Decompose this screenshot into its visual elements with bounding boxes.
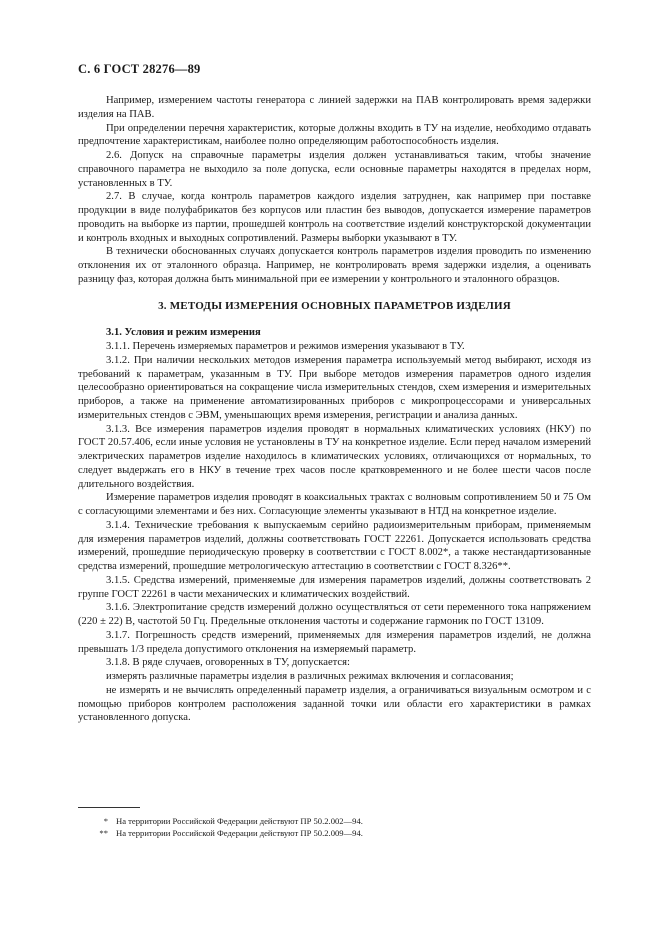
paragraph: 3.1.5. Средства измерений, применяемые для измерения параметров изделий, должны соответствовать 2 группе ГОСТ 22261 в части механических и климатических воздействий. bbox=[78, 574, 591, 600]
paragraph: измерять различные параметры изделия в различных режимах включения и согласования; bbox=[106, 671, 514, 682]
footnote-text: На территории Российской Федерации действуют ПР 50.2.002—94. bbox=[116, 816, 363, 826]
subsection-title: 3.1. Условия и режим измерения bbox=[106, 327, 261, 339]
footnotes bbox=[78, 815, 591, 839]
paragraph: 3.1.3. Все измерения параметров изделия проводят в нормальных климатических условиях (НКУ) по ГОСТ 20.57.406, если иные условия не установлены в ТУ на конкретное изделие. Если перед началом измерений электрических параметров изделие находилось в климатических условиях, отличающихся от нормальных, то следует выдержать его в НКУ в течение трех часов после кратковременного и не более шести часов после длительного воздействия. bbox=[78, 423, 591, 490]
paragraph: В технически обоснованных случаях допускается контроль параметров изделия проводить по изменению отклонения их от эталонного образца. Например, не контролировать время задержки изделия, а оценивать разницу фаз, которая должна быть минимальной при ее измерении у контрольного и эталонного образцов. bbox=[78, 246, 591, 285]
paragraph: При определении перечня характеристик, которые должны входить в ТУ на изделие, необходимо отдавать предпочтение характеристикам, наиболее полно определяющим работоспособность изделия. bbox=[78, 122, 591, 148]
footnote bbox=[78, 815, 591, 827]
section-title: 3. МЕТОДЫ ИЗМЕРЕНИЯ ОСНОВНЫХ ПАРАМЕТРОВ ИЗДЕЛИЯ bbox=[158, 299, 511, 312]
paragraph: Например, измерением частоты генератора с линией задержки на ПАВ контролировать время задержки изделия на ПАВ. bbox=[78, 95, 591, 120]
paragraph: 3.1.1. Перечень измеряемых параметров и режимов измерения указывают в ТУ. bbox=[106, 341, 465, 352]
footnote-divider bbox=[78, 807, 140, 808]
paragraph: 3.1.7. Погрешность средств измерений, применяемых для измерения параметров изделий, не должна превышать 1/3 предела допустимого отклонения на измеряемый параметр. bbox=[78, 629, 591, 655]
paragraph: 3.1.8. В ряде случаев, оговоренных в ТУ, допускается: bbox=[106, 657, 350, 669]
footnote bbox=[78, 827, 591, 839]
paragraph: 3.1.4. Технические требования к выпускаемым серийно радиоизмерительным приборам, применяемым для измерения параметров изделий, должны соответствовать ГОСТ 22261. Допускается использовать средства измерений, прошедшие периодическую проверку в соответствии с ГОСТ 8.002*, а также нестандартизованные средства измерений, прошедшие метрологическую аттестацию в соответствии с ГОСТ 8.326**. bbox=[78, 519, 591, 572]
page-header: С. 6 ГОСТ 28276—89 bbox=[78, 62, 201, 76]
paragraph: 3.1.2. При наличии нескольких методов измерения параметра используемый метод выбирают, исходя из требований к параметрам, указанным в ТУ. При выборе методов измерения параметров одного изделия целесообразно ориентироваться на сокращение числа измерительных стендов, схем измерения и измерительных приборов, а также на применение автоматизированных приборов с микропроцессорами и универсальных измерительных стендов с ЭВМ, уменьшающих время измерения, регистрации и анализа данных. bbox=[78, 354, 591, 421]
footnote-text: На территории Российской Федерации действуют ПР 50.2.009—94. bbox=[116, 828, 363, 838]
paragraph: 2.7. В случае, когда контроль параметров каждого изделия затруднен, как например при поставке продукции в виде полуфабрикатов без корпусов или пластин без выводов, допускается измерение параметров проводить на выборке из партии, прошедшей контроль на соответствие изделий конструкторской документации и контроль входных и выходных сопротивлений. Размеры выборки указывают в ТУ. bbox=[78, 191, 591, 244]
paragraph: 3.1.6. Электропитание средств измерений должно осуществляться от сети переменного тока напряжением (220 ± 22) В, частотой 50 Гц. Предельные отклонения частоты и содержание гармоник по ГОСТ 13109. bbox=[78, 602, 591, 627]
page-body bbox=[78, 94, 591, 725]
footnote-mark: ** bbox=[99, 828, 108, 838]
footnote-mark: * bbox=[103, 816, 108, 826]
paragraph: Измерение параметров изделия проводят в коаксиальных трактах с волновым сопротивлением 50 и 75 Ом с согласующими элементами и без них. Согласующие элементы указывают в НТД на конкретное изделие. bbox=[78, 492, 591, 517]
paragraph: 2.6. Допуск на справочные параметры изделия должен устанавливаться таким, чтобы значение справочного параметра не выходило за поле допуска, если основные параметры находятся в пределах норм, установленных в ТУ. bbox=[78, 150, 591, 189]
paragraph: не измерять и не вычислять определенный параметр изделия, а ограничиваться визуальным осмотром и с помощью приборов контролем расположения заданной точки или области его характеристики в рамках установленного допуска. bbox=[78, 684, 591, 724]
